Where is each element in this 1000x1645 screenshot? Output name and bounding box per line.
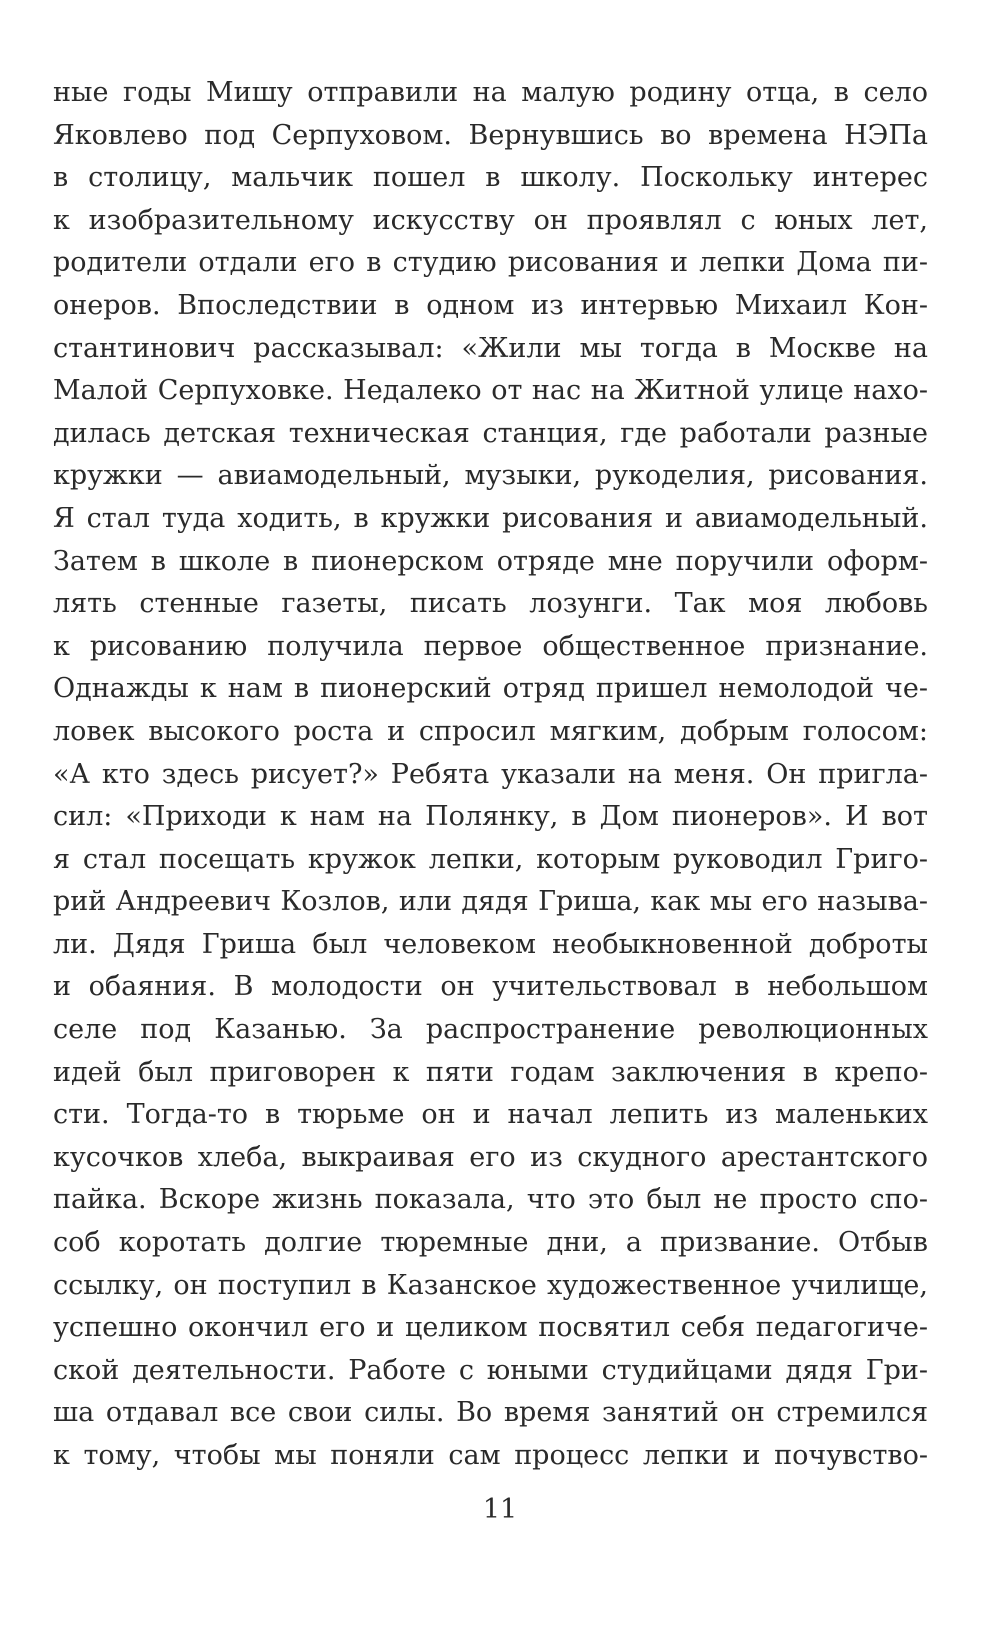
text-line: кружки — авиамодельный, музыки, рукоделия, рисования. — [53, 460, 928, 492]
text-line: родители отдали его в студию рисования и лепки Дома пи- — [53, 247, 928, 279]
text-line: дилась детская техническая станция, где работали разные — [53, 417, 928, 449]
text-line: рий Андреевич Козлов, или дядя Гриша, как мы его называ- — [53, 886, 928, 918]
text-line: идей был приговорен к пяти годам заключения в крепо- — [53, 1056, 928, 1088]
text-line: Я стал туда ходить, в кружки рисования и авиамодельный. — [53, 502, 928, 534]
text-line: кусочков хлеба, выкраивая его из скудного арестантского — [53, 1141, 928, 1173]
text-line: успешно окончил его и целиком посвятил себя педагогиче- — [53, 1312, 928, 1344]
text-line: к тому, чтобы мы поняли сам процесс лепки и почувство- — [53, 1440, 928, 1471]
text-line: лять стенные газеты, писать лозунги. Так моя любовь — [53, 588, 928, 620]
text-line: ской деятельности. Работе с юными студийцами дядя Гри- — [53, 1354, 928, 1386]
text-line: ссылку, он поступил в Казанское художественное училище, — [53, 1269, 928, 1301]
text-line: онеров. Впоследствии в одном из интервью Михаил Кон- — [53, 289, 928, 321]
text-line: ловек высокого роста и спросил мягким, добрым голосом: — [53, 715, 928, 747]
body-text — [53, 72, 928, 1478]
text-line: я стал посещать кружок лепки, которым руководил Григо- — [53, 843, 928, 875]
text-line: сти. Тогда-то в тюрьме он и начал лепить из маленьких — [53, 1099, 928, 1131]
text-line: пайка. Вскоре жизнь показала, что это был не просто спо- — [53, 1184, 928, 1216]
text-line: Однажды к нам в пионерский отряд пришел немолодой че- — [53, 673, 928, 705]
text-line: Малой Серпуховке. Недалеко от нас на Житной улице нахо- — [53, 375, 928, 407]
text-line: в столицу, мальчик пошел в школу. Поскольку интерес — [53, 162, 928, 194]
text-line: Затем в школе в пионерском отряде мне поручили оформ- — [53, 545, 928, 577]
text-line: Яковлево под Серпуховом. Вернувшись во времена НЭПа — [53, 119, 928, 151]
text-line: и обаяния. В молодости он учительствовал в небольшом — [53, 971, 928, 1003]
text-line: сил: «Приходи к нам на Полянку, в Дом пионеров». И вот — [53, 801, 928, 833]
page-number: 11 — [482, 1494, 518, 1525]
text-line: стантинович рассказывал: «Жили мы тогда в Москве на — [53, 332, 928, 364]
text-line: соб коротать долгие тюремные дни, а призвание. Отбыв — [53, 1227, 928, 1259]
text-line: ные годы Мишу отправили на малую родину отца, в село — [53, 77, 928, 108]
text-line: ша отдавал все свои силы. Во время занятий он стремился — [53, 1397, 928, 1429]
text-line: «А кто здесь рисует?» Ребята указали на меня. Он пригла- — [53, 758, 928, 790]
text-line: ли. Дядя Гриша был человеком необыкновенной доброты — [53, 928, 928, 960]
text-line: селе под Казанью. За распространение революционных — [53, 1014, 928, 1046]
text-line: к изобразительному искусству он проявлял с юных лет, — [53, 204, 928, 236]
text-line: к рисованию получила первое общественное признание. — [53, 630, 928, 662]
